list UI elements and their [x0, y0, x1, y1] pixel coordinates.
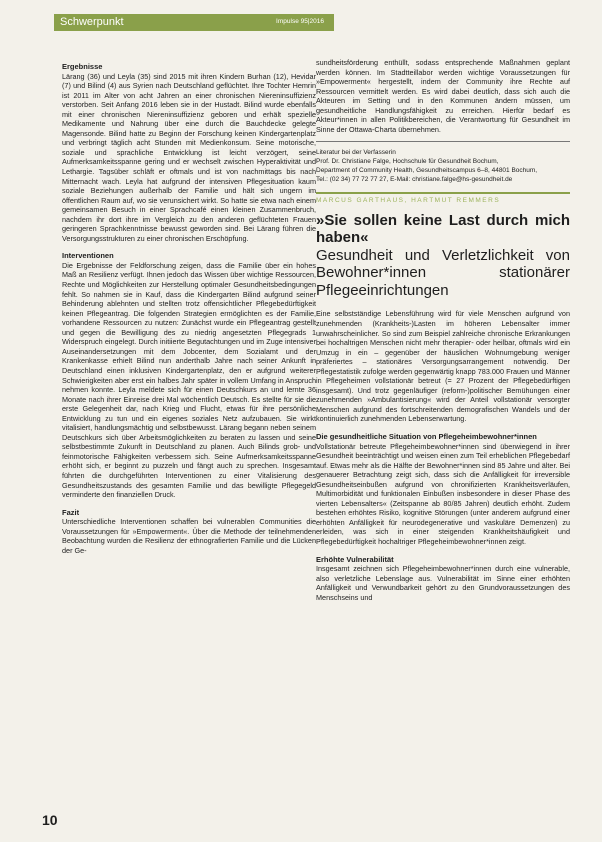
paragraph-fazit: Unterschiedliche Interventionen schaffen bei vulnerablen Communities die Voraussetzungen für »Empowerment«. Über die Methode der teilnehmenden Beobachtung wurden die Resilienz der ethnografierten Familie und die Lücken der Ge- [62, 517, 316, 555]
article-authors: MARCUS GARTHAUS, HARTMUT REMMERS [316, 197, 501, 205]
heading-interventionen: Interventionen [62, 251, 114, 261]
paragraph-intro: Eine selbstständige Lebensführung wird für viele Menschen aufgrund von zunehmenden (Krankheits-)Lasten im höheren Lebensalter immer unwahrscheinlicher. So sind zum Beispiel zahlreiche chronische Erkrankungen bei hochaltrigen Menschen nicht mehr therapier- oder heilbar, oftmals wird ein Umzug in ein – gegenüber der häuslichen Wohnumgebung weniger präferiertes – stationäres Versorgungsarrangement notwendig. Der Pflegestatistik zufolge werden gegenwärtig knapp 783.000 Frauen und Männer in Pflegeheimen vollstationär betreut (= 27 Prozent der Pflegebedürftigen insgesamt). Und trotz gegenläufiger (reform-)politischer Bemühungen einer zunehmenden »Ambulantisierung« wird der Anteil vollstationär versorgter Menschen aufgrund des fortschreitenden demografischen Wandels und der kontinuierlich zunehmenden Lebenserwartung. [316, 309, 570, 424]
section-header-bar [54, 14, 334, 31]
right-column [316, 58, 570, 602]
article-divider [316, 192, 570, 194]
page-number: 10 [42, 812, 58, 828]
author-name: Prof. Dr. Christiane Falge, Hochschule für Gesundheit Bochum, [316, 158, 499, 166]
section-label: Schwerpunkt [60, 16, 124, 28]
paragraph-continuation: sundheitsförderung enthüllt, sodass entsprechende Maßnahmen geplant werden können. Im Stadtteillabor werden wichtige Voraussetzungen für »Empowerment« hergestellt, indem der Community ihre Rechte auf Ressourcen vermittelt werden. Es wird dabei deutlich, dass sich auch die Akteuren im Setting und in den Kommunen ändern müssen, um gesundheitliche Handlungsfähigkeit zu erreichen. Hierfür bedarf es Akteur*innen in allen Politikbereichen, die Verantwortung für Gesundheit im Sinne der Ottawa-Charta übernehmen. [316, 58, 570, 134]
divider [316, 141, 570, 142]
paragraph-gesundheitliche-situation: Vollstationär betreute Pflegeheimbewohner*innen sind überwiegend in ihrer Gesundheit beeinträchtigt und weisen einen zum Teil erheblichen Pflegebedarf auf. Etwas mehr als die Hälfte der Bewohner*innen sind 85 Jahre und älter. Bei genauerer Betrachtung zeigt sich, dass sich die Anfälligkeit für irreversible Gesundheitseinbußen aufgrund von chronifizierten Krankheitsverläufen, Multimorbidität und funktionalen Einbußen insbesondere in dieser Phase des vierten Lebensalters« (Zeitspanne ab 80/85 Jahren) deutlich erhöht. Zudem bestehen erhöhtes Risiko, kognitive Störungen (unter anderem aufgrund einer erhöhten Anfälligkeit für neurodegenerative und vaskuläre Demenzen) zu erleiden, was sich in einer steigenden Krankheitshäufigkeit und Pflegebedürftigkeit hochaltriger Pflegeheimbewohner*innen zeigt. [316, 441, 570, 546]
paragraph-interventionen: Die Ergebnisse der Feldforschung zeigen, dass die Familie über ein hohes Maß an Resilienz verfügt. Ihnen jedoch das Wissen über wichtige Ressourcen, Rechte und Möglichkeiten zur Herstellung optimaler Gesundheitsbedingungen fehlt. So nahmen sie in Kauf, dass die Kindergarten Bilind aufgrund seiner Behinderung ablehnten und stellten trotz offensichtlicher Pflegebedürftigkeit keinen Pflegeantrag. Die folgenden Strategien ermöglichten es der Familie, vorhandene Ressourcen zu nutzen: Zunächst wurde ein Pflegeantrag gestellt und gegen die Bewilligung des zu niedrig angesetzten Pflegegrads 1 Widerspruch eingelegt. Durch initiierte Begutachtungen und im Zuge intensiver Auseinandersetzungen mit dem Jobcenter, dem Sozialamt und der Krankenkasse erhielt Bilind nun anderthalb Jahre nach seiner Ankunft in Deutschland einen inklusiven Kindergartenplatz, den er aufgrund weiterer Schwierigkeiten aber erst ein halbes Jahr später in vollem Umfang in Anspruch nehmen konnte. Leyla meldete sich für einen Deutschkurs an und lernte 36 Monate nach ihrer Einreise drei Mal wöchentlich Deutsch. Es stellte für sie die erste Gelegenheit dar, nach Krieg und Flucht, etwas für ihre persönliche Entwicklung zu tun und ein eigenes soziales Netz aufzubauen. Sie wirkt vitalisiert, handlungsmächtig und selbstbewusst. Lärang begann neben seinem Deutschkurs sich über Arbeitsmöglichkeiten zu beraten zu lassen und seine selbstbestimmte Zukunft in Deutschland zu planen. Auch Bilinds grob- und feinmotorische Fähigkeiten verbessern sich. Seine Aufmerksamkeitsspanne erhöht sich, er beginnt zu puzzeln und fängt auch zu sprechen. Insgesamt führten die durchgeführten Interventionen zu einer Vitalisierung des Gesundheitszustands des gesamten Familie und das bewilligte Pflegegeld verminderte den finanziellen Druck. [62, 260, 316, 500]
literature-note: Literatur bei der Verfasserin [316, 149, 396, 157]
heading-fazit: Fazit [62, 507, 80, 517]
issue-label: Impulse 95|2016 [276, 18, 324, 25]
heading-gesundheitliche-situation: Die gesundheitliche Situation von Pflegeheimbewohner*innen [316, 431, 537, 441]
paragraph-ergebnisse: Lärang (36) und Leyla (35) sind 2015 mit ihren Kindern Burhan (12), Hevidar (7) und Bilind (4) aus Syrien nach Deutschland geflüchtet. Ihre Tochter Hemrin ist 2011 im Alter von acht Jahren an einer chronischen Niereninsuffizienz verstorben. Seit Anfang 2016 leben sie in der Hustadt. Bilind wurde ebenfalls mit einer chronischen Niereninsuffizienz geboren und erhält spezielle Medikamente und Nahrung über eine durch die Bauchdecke gelegte Magensonde. Bilind hatte zu Beginn der Forschung keinen Kindergartenplatz und verbringt täglich acht Stunden mit Medienkonsum. Seine motorische, soziale und sprachliche Entwicklung ist leicht verzögert, seine Aufmerksamkeitsspanne gering und er wechselt zwischen Hyperaktivität und Lethargie. Tagsüber schläft er oftmals und ist von nachmittags bis nach Mitternacht wach. Leyla hat aufgrund der intensiven Pflegesituation kaum soziale Beziehungen außerhalb der Familie und hält sich ungern im öffentlichen Raum auf, wo sie verunsichert wirkt. So hatte sie etwa nach einem gemeinsamen Besuch in einer Sprachcafé einen kleinen Zusammenbruch, nachdem ihr dort ihre im Vergleich zu den anderen geflüchteten Frauen geringeren Sprachkenntnisse bewusst geworden sind. Bei Lärang führen die Versorgungsstrukturen zu einer chronischen Erschöpfung. [62, 71, 316, 243]
article-subtitle: Gesundheit und Verletzlichkeit von Bewohner*innen stationärer Pflegeeinrichtungen [316, 246, 570, 299]
author-contact: Tel.: (02 34) 77 72 77 27, E-Mail: christiane.falge@hs-gesundheit.de [316, 176, 513, 184]
left-column [62, 62, 316, 555]
author-department: Department of Community Health, Gesundheitscampus 6–8, 44801 Bochum, [316, 167, 538, 175]
heading-ergebnisse: Ergebnisse [62, 62, 103, 71]
paragraph-vulnerabilitaet: Insgesamt zeichnen sich Pflegeheimbewohner*innen durch eine vulnerable, also verletzliche Lebenslage aus. Vulnerabilität im Sinne einer erhöhten Anfälligkeit und Verwundbarkeit gehört zu den Grundvoraussetzungen des Menschseins und [316, 564, 570, 602]
heading-vulnerabilitaet: Erhöhte Vulnerabilität [316, 554, 394, 564]
article-title: »Sie sollen keine Last durch mich haben« [316, 211, 570, 247]
